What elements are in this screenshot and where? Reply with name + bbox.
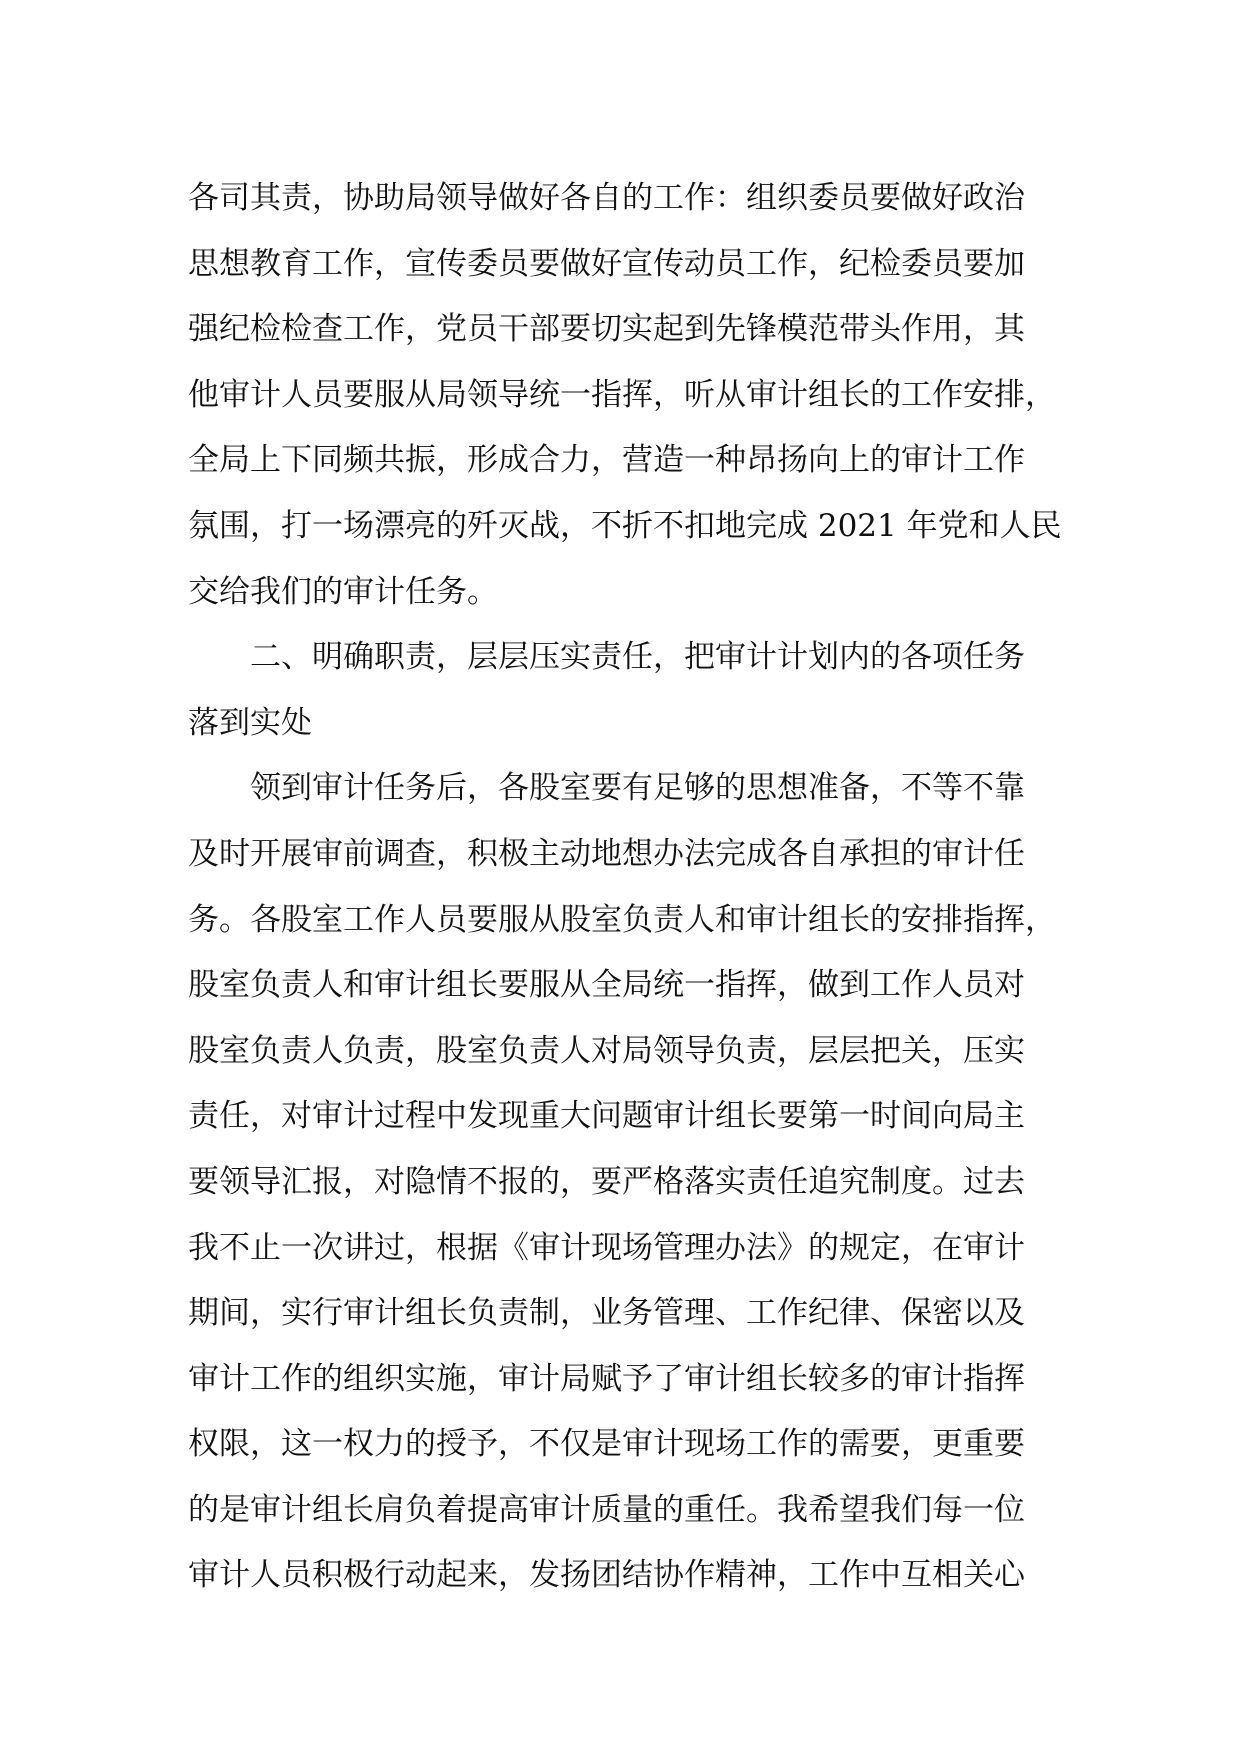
text-line: 思想教育工作，宣传委员要做好宣传动员工作，纪检委员要加: [188, 245, 1025, 282]
text-line: 股室负责人和审计组长要服从全局统一指挥，做到工作人员对: [188, 967, 1025, 1004]
text-line: 交给我们的审计任务。: [188, 573, 498, 610]
text-line: 审计工作的组织实施，审计局赋予了审计组长较多的审计指挥: [188, 1360, 1025, 1397]
body-text: [188, 166, 1088, 1609]
text-line: 各司其责，协助局领导做好各自的工作：组织委员要做好政治: [188, 180, 1025, 216]
text-line: 领到审计任务后，各股室要有足够的思想准备，不等不靠: [250, 770, 1025, 807]
text-line: 落到实处: [188, 704, 312, 741]
text-line: 我不止一次讲过，根据《审计现场管理办法》的规定，在审计: [188, 1229, 1025, 1266]
text-line: 务。各股室工作人员要服从股室负责人和审计组长的安排指挥，: [188, 901, 1056, 938]
text-line: 强纪检检查工作，党员干部要切实起到先锋模范带头作用，其: [188, 311, 1025, 348]
text-line: 他审计人员要服从局领导统一指挥，听从审计组长的工作安排，: [188, 376, 1056, 413]
text-line: 二、明确职责，层层压实责任，把审计计划内的各项任务: [250, 639, 1025, 676]
text-line: 审计人员积极行动起来，发扬团结协作精神，工作中互相关心: [188, 1557, 1025, 1594]
text-line: 股室负责人负责，股室负责人对局领导负责，层层把关，压实: [188, 1032, 1025, 1069]
text-line: 的是审计组长肩负着提高审计质量的重任。我希望我们每一位: [188, 1491, 1025, 1528]
text-line: 全局上下同频共振，形成合力，营造一种昂扬向上的审计工作: [188, 442, 1025, 479]
text-line: 及时开展审前调查，积极主动地想办法完成各自承担的审计任: [188, 835, 1025, 872]
text-line: 责任，对审计过程中发现重大问题审计组长要第一时间向局主: [188, 1098, 1025, 1135]
text-line: 期间，实行审计组长负责制，业务管理、工作纪律、保密以及: [188, 1295, 1025, 1332]
text-line: 权限，这一权力的授予，不仅是审计现场工作的需要，更重要: [188, 1426, 1025, 1463]
text-line: 要领导汇报，对隐情不报的，要严格落实责任追究制度。过去: [188, 1163, 1025, 1200]
text-line: 氛围，打一场漂亮的歼灭战，不折不扣地完成 2021 年党和人民: [188, 507, 1062, 544]
